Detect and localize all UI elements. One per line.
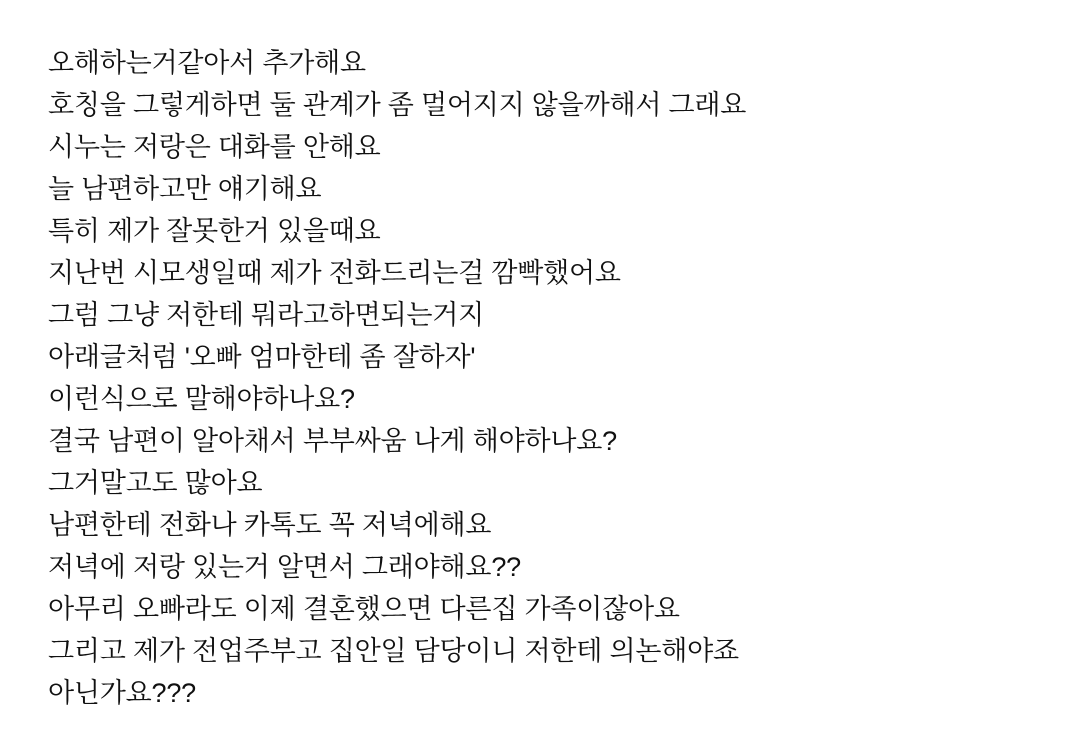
text-line: 아무리 오빠라도 이제 결혼했으면 다른집 가족이잖아요 — [48, 594, 680, 624]
text-line: 이런식으로 말해야하나요? — [48, 384, 355, 414]
text-line: 결국 남편이 알아채서 부부싸움 나게 해야하나요? — [48, 426, 617, 456]
text-line: 저녁에 저랑 있는거 알면서 그래야해요?? — [48, 552, 521, 582]
text-line: 그럼 그냥 저한테 뭐라고하면되는거지 — [48, 300, 485, 330]
text-line: 그거말고도 많아요 — [48, 468, 263, 498]
text-line: 그리고 제가 전업주부고 집안일 담당이니 저한테 의논해야죠 — [48, 636, 739, 666]
text-line: 아래글처럼 '오빠 엄마한테 좀 잘하자' — [48, 342, 476, 372]
text-line: 오해하는거같아서 추가해요 — [48, 48, 366, 78]
text-line: 남편한테 전화나 카톡도 꼭 저녁에해요 — [48, 510, 492, 540]
text-line: 시누는 저랑은 대화를 안해요 — [48, 132, 381, 162]
text-line: 호칭을 그렇게하면 둘 관계가 좀 멀어지지 않을까해서 그래요 — [48, 90, 747, 120]
text-line: 특히 제가 잘못한거 있을때요 — [48, 216, 381, 246]
text-line: 아닌가요??? — [48, 678, 196, 708]
text-line: 늘 남편하고만 얘기해요 — [48, 174, 322, 204]
text-line: 지난번 시모생일때 제가 전화드리는걸 깜빡했어요 — [48, 258, 621, 288]
